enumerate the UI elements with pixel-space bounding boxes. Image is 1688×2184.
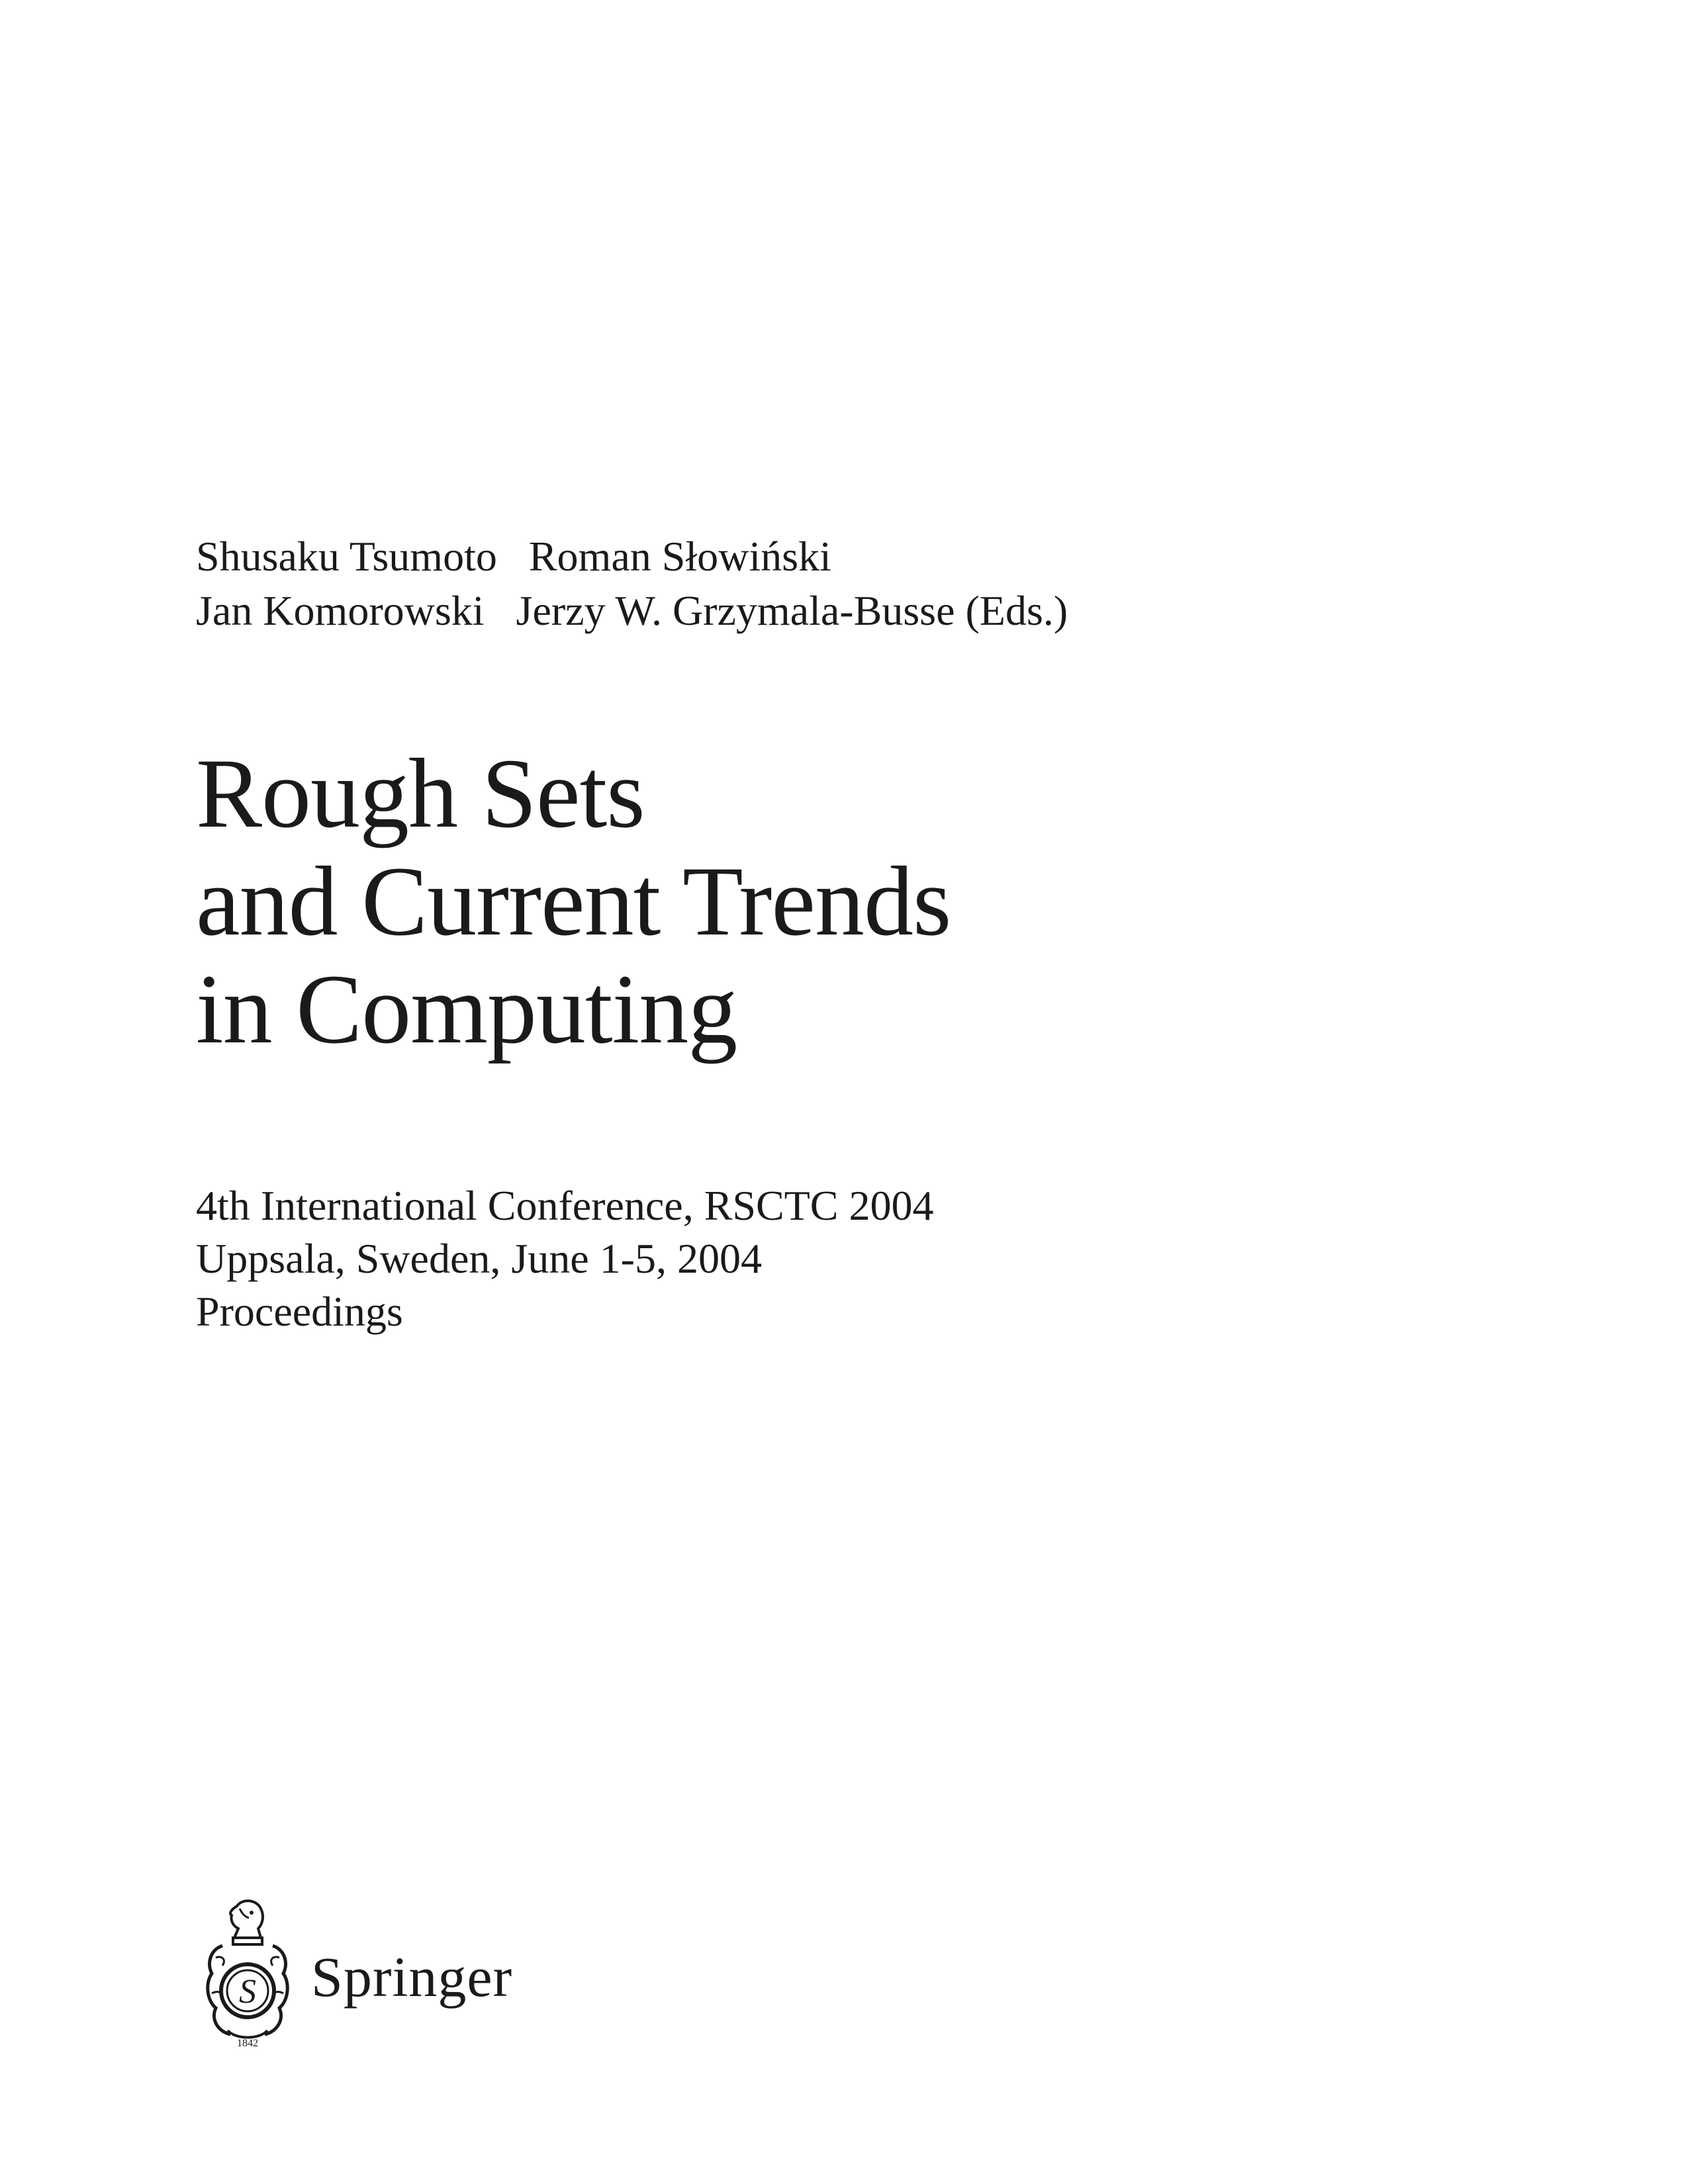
title-line: in Computing — [196, 954, 737, 1064]
editors-line-1 — [196, 529, 1068, 584]
title-line: and Current Trends — [196, 846, 951, 956]
svg-text:1842: 1842 — [237, 2038, 258, 2049]
svg-text:S: S — [239, 1973, 256, 2011]
editors-line-2 — [196, 584, 1068, 638]
conference-line: 4th International Conference, RSCTC 2004 — [196, 1182, 934, 1229]
editor-name: Shusaku Tsumoto — [196, 533, 497, 580]
book-title — [196, 740, 951, 1064]
publisher-name: Springer — [311, 1945, 513, 2009]
conference-line: Uppsala, Sweden, June 1-5, 2004 — [196, 1235, 762, 1282]
editors-block — [196, 529, 1068, 638]
editor-name: Jerzy W. Grzymala-Busse (Eds.) — [516, 587, 1068, 634]
conference-line: Proceedings — [196, 1288, 403, 1335]
editor-name: Jan Komorowski — [196, 587, 485, 634]
title-line: Rough Sets — [196, 739, 645, 848]
publisher-imprint — [196, 1894, 512, 2053]
editor-name: Roman Słowiński — [528, 533, 831, 580]
conference-info — [196, 1179, 933, 1338]
springer-chess-knight-logo-icon — [196, 1894, 295, 2053]
